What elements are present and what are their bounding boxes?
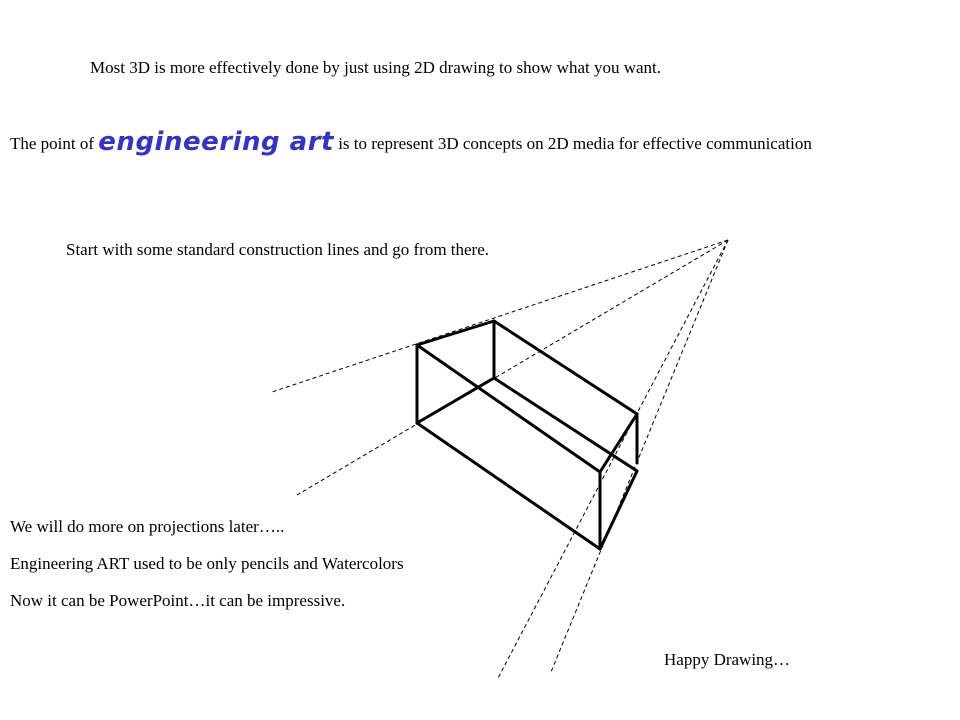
point-text-before: The point of	[10, 134, 95, 153]
point-sentence	[10, 127, 812, 157]
note-powerpoint: Now it can be PowerPoint…it can be impressive.	[10, 591, 346, 610]
box-edge	[494, 378, 637, 471]
note-history: Engineering ART used to be only pencils and Watercolors	[10, 554, 404, 573]
box-edge	[600, 471, 637, 549]
construction-line	[297, 240, 728, 495]
note-projections: We will do more on projections later…..	[10, 517, 285, 536]
construction-line	[497, 240, 728, 680]
start-instruction: Start with some standard construction lines and go from there.	[66, 240, 490, 259]
box-edge	[494, 321, 637, 414]
box-edge	[600, 414, 637, 472]
construction-line	[272, 240, 728, 392]
point-text-after: is to represent 3D concepts on 2D media for effective communication	[338, 134, 812, 153]
box-edge	[417, 321, 494, 345]
box-edge	[417, 423, 600, 549]
notes-list	[10, 517, 404, 628]
intro-text: Most 3D is more effectively done by just using 2D drawing to show what you want.	[90, 58, 662, 77]
box-edge	[417, 378, 494, 423]
engineering-art-emphasis: engineering art	[98, 127, 334, 157]
closing-text: Happy Drawing…	[664, 650, 791, 669]
